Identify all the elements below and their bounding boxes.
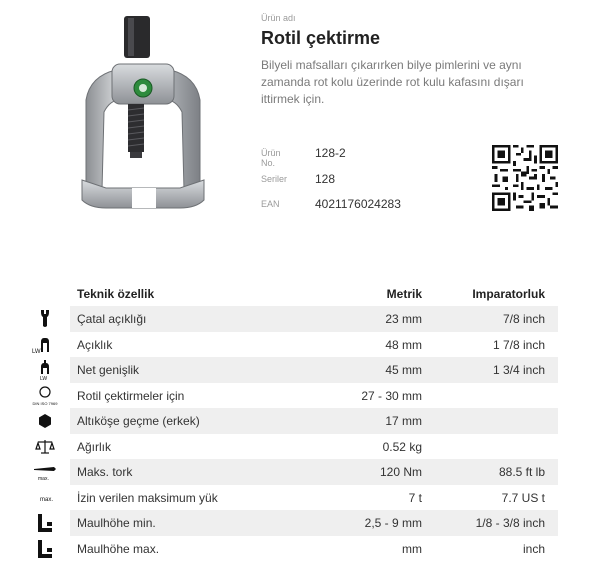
row-metric: 45 mm [385, 363, 422, 377]
meta-key: Seriler [261, 174, 288, 184]
row-metric: 48 mm [385, 337, 422, 352]
icon-caption: max. [40, 496, 54, 503]
net-width-icon [30, 359, 60, 381]
row-name: Açıklık [77, 337, 113, 352]
table-row [0, 357, 589, 383]
meta-value: 4021176024283 [315, 197, 401, 211]
max-load-icon [30, 487, 60, 509]
table-row [0, 332, 589, 358]
row-metric: 0.52 kg [382, 439, 422, 454]
table-row [0, 459, 589, 485]
icon-caption: DIN ISO 7969 [32, 400, 58, 406]
table-row [0, 383, 589, 409]
opening-lw-icon [30, 334, 60, 356]
product-title: Rotil çektirme [261, 28, 381, 48]
hex-drive-icon [30, 410, 60, 432]
spec-table-header [0, 283, 589, 306]
icon-caption: LW [40, 376, 48, 381]
jaw-height-max-icon [30, 538, 60, 560]
row-imperial: 1/8 - 3/8 inch [475, 516, 545, 530]
table-row [0, 510, 589, 536]
row-metric: 23 mm [385, 312, 422, 326]
row-imperial: 1 7/8 inch [492, 337, 545, 352]
icon-caption: max. [38, 476, 49, 482]
meta-key: Ürün No. [261, 148, 281, 168]
row-metric: 7 t [408, 490, 422, 505]
table-row [0, 485, 589, 511]
row-name: Çatal açıklığı [77, 312, 147, 326]
row-imperial: 7.7 US t [501, 490, 545, 505]
weight-scale-icon [30, 436, 60, 458]
row-name: Ağırlık [77, 439, 112, 454]
header-metric: Metrik [386, 287, 422, 301]
fork-opening-icon [30, 308, 60, 330]
row-imperial: 1 3/4 inch [492, 363, 545, 377]
product-label: Ürün adı [261, 13, 296, 23]
icon-caption: LW [32, 348, 41, 355]
row-name: Maks. tork [77, 465, 133, 479]
meta-key: EAN [261, 199, 280, 209]
product-image [76, 12, 210, 212]
table-row [0, 536, 589, 562]
spec-table [0, 283, 589, 561]
header-imperial: Imparatorluk [472, 287, 545, 301]
max-torque-icon [30, 461, 60, 483]
row-metric: 17 mm [385, 414, 422, 428]
jaw-height-min-icon [30, 512, 60, 534]
header-feature: Teknik özellik [77, 287, 155, 301]
row-imperial: 7/8 inch [502, 312, 545, 326]
row-name: İzin verilen maksimum yük [77, 490, 218, 505]
table-row [0, 408, 589, 434]
qr-code [492, 145, 558, 211]
table-row [0, 434, 589, 460]
row-name: Rotil çektirmeler için [77, 388, 185, 403]
row-name: Maulhöhe min. [77, 516, 156, 530]
row-name: Altıköşe geçme (erkek) [77, 414, 200, 428]
meta-value: 128 [315, 172, 336, 186]
row-name: Net genişlik [77, 363, 140, 377]
meta-value: 128-2 [315, 146, 346, 160]
row-imperial: 88.5 ft lb [498, 465, 545, 479]
row-metric: 27 - 30 mm [361, 388, 422, 403]
row-imperial: inch [522, 541, 545, 556]
product-description: Bilyeli mafsalları çıkarırken bilye pimlerini ve aynı zamanda rot kolu üzerinde rot kulu kafasını dışarı ittirmek için. [261, 58, 524, 106]
table-row [0, 306, 589, 332]
din-iso-icon [30, 385, 60, 407]
row-metric: 120 Nm [379, 465, 422, 479]
row-name: Maulhöhe max. [77, 541, 160, 556]
row-metric: 2,5 - 9 mm [364, 516, 422, 530]
row-metric: mm [402, 541, 422, 556]
